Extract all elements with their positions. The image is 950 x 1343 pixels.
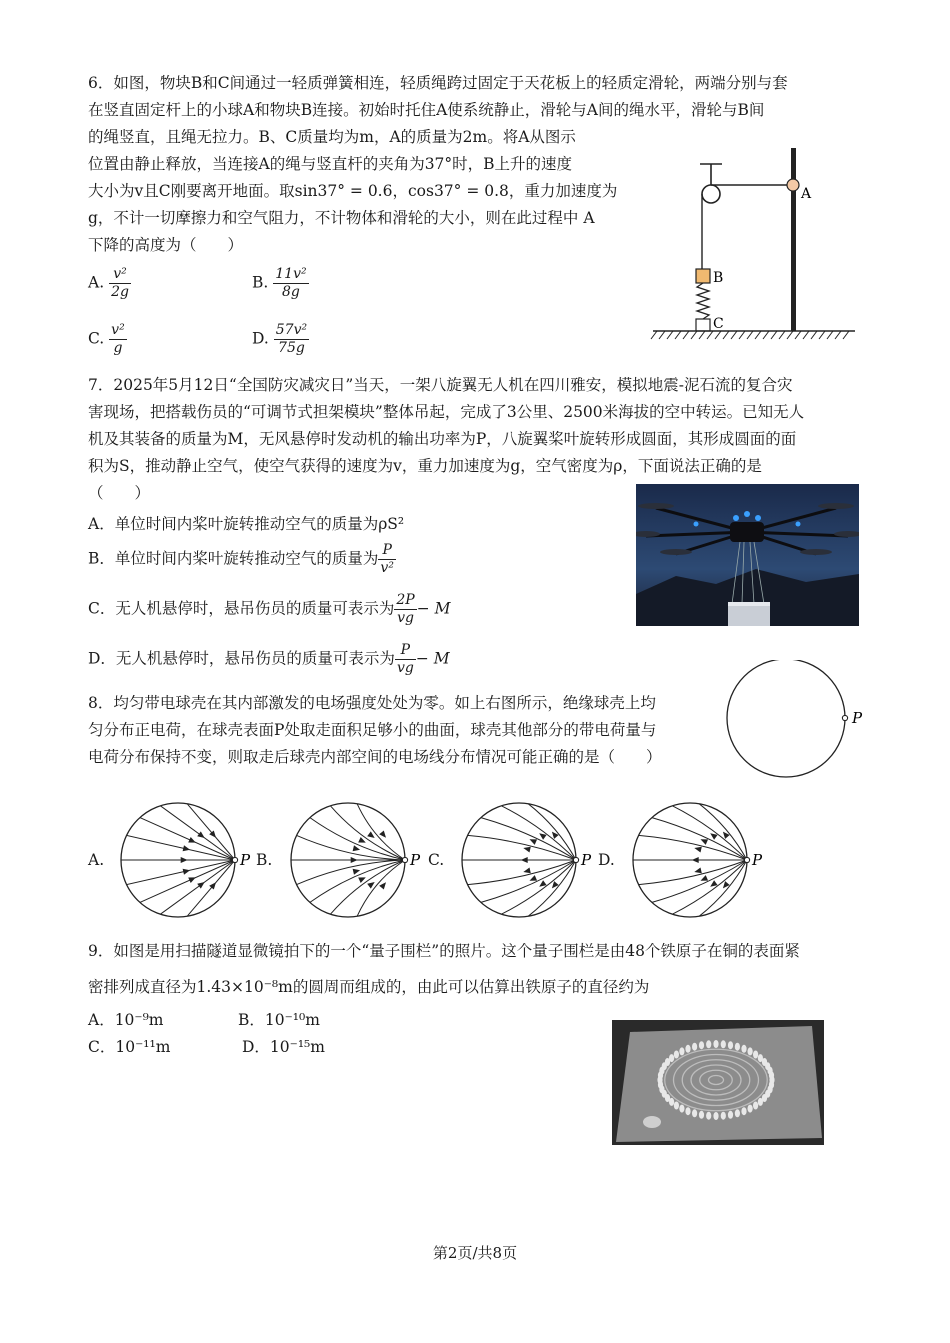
field-line [639, 860, 747, 885]
label-c: C [713, 316, 724, 332]
option-text: C．无人机悬停时，悬吊伤员的质量可表示为 [88, 599, 395, 618]
q7-option-a[interactable]: A．单位时间内桨叶旋转推动空气的质量为ρS² [88, 515, 405, 533]
field-line [501, 806, 576, 860]
field-arrow [358, 877, 366, 883]
field-line [672, 860, 747, 914]
q8-option-d-diagram[interactable] [630, 802, 780, 922]
point-p [573, 857, 578, 862]
quantum-corral-photo [612, 1020, 824, 1145]
label-b: B [713, 270, 724, 286]
point-p [232, 857, 237, 862]
field-arrow [181, 857, 188, 863]
q6-option-b[interactable] [252, 266, 309, 301]
field-line [639, 835, 747, 860]
field-line [140, 860, 235, 902]
q7-line-2: 害现场，把搭载伤员的“可调节式担架模块”整体吊起，完成了3公里、2500米海拔的空中转运。已知无人 [88, 403, 805, 421]
field-line [140, 818, 235, 860]
q7-line-1: 7．2025年5月12日“全国防灾减灾日”当天，一架八旋翼无人机在四川雅安，模拟地震-泥石流的复合灾 [88, 376, 793, 394]
point-p-label: P [410, 851, 421, 869]
q7-line-5: （ ） [88, 484, 151, 502]
option-label: D. [252, 329, 269, 348]
q6-option-a[interactable] [88, 266, 131, 301]
field-line [468, 835, 576, 860]
field-arrow [539, 880, 546, 887]
field-arrow [367, 831, 375, 838]
q9-option-d[interactable]: D．10⁻¹⁵m [242, 1038, 325, 1056]
q6-line-6: g，不计一切摩擦力和空气阻力，不计物体和滑轮的大小，则在此过程中 A [88, 209, 595, 227]
q6-option-c[interactable] [88, 322, 127, 357]
field-arrow [523, 868, 531, 874]
q7-option-c[interactable] [88, 592, 451, 627]
option-tail: − M [415, 649, 450, 668]
fraction: $\frac{\text{57v²}}{75g}$ [275, 322, 308, 356]
q8-option-b-label[interactable]: B. [256, 851, 273, 869]
point-p-label: P [240, 851, 251, 869]
pulley-spring-figure [645, 140, 860, 345]
field-arrow [197, 882, 205, 889]
field-arrow [197, 831, 205, 838]
q9-option-b[interactable]: B．10⁻¹⁰m [238, 1011, 320, 1029]
field-arrow [530, 839, 538, 845]
q8-line-1: 8．均匀带电球壳在其内部激发的电场强度处处为零。如上右图所示，绝缘球壳上均 [88, 694, 656, 712]
field-arrow [530, 875, 538, 881]
field-arrow [694, 868, 702, 874]
q8-option-a-diagram[interactable] [118, 802, 268, 922]
option-tail: − M [416, 599, 451, 618]
fraction: $\frac{\text{11v²}}{8g}$ [275, 266, 307, 300]
field-arrow [183, 869, 191, 875]
q9-line-2: 密排列成直径为1.43×10⁻⁸m的圆周而组成的，由此可以估算出铁原子的直径约为 [88, 978, 650, 996]
point-p-label: P [852, 709, 863, 727]
q8-option-d-label[interactable]: D. [598, 851, 615, 869]
drone-photo [636, 484, 859, 626]
q6-line-3: 的绳竖直，且绳无拉力。B、C质量均为m，A的质量为2m。将A从图示 [88, 128, 576, 146]
field-arrow [353, 845, 361, 851]
page-footer: 第2页/共8页 [432, 1244, 518, 1262]
option-label: B. [252, 273, 269, 292]
field-line [672, 806, 747, 860]
field-arrow [710, 833, 717, 840]
field-arrow [379, 831, 386, 838]
field-line [468, 860, 576, 885]
field-arrow [710, 880, 717, 887]
fraction: $\frac{\text{v²}}{g}$ [111, 322, 125, 356]
fraction: $\frac{P}{vg}$ [396, 642, 414, 676]
field-arrow [523, 847, 531, 853]
q6-line-1: 6．如图，物块B和C间通过一轻质弹簧相连，轻质绳跨过固定于天花板上的轻质定滑轮，两端分别与套 [88, 74, 788, 92]
field-line [501, 860, 576, 914]
field-arrow [701, 875, 709, 881]
q8-option-c-label[interactable]: C. [428, 851, 445, 869]
q6-line-7: 下降的高度为（ ） [88, 236, 244, 254]
q8-option-b-diagram[interactable] [288, 802, 438, 922]
q6-line-2: 在竖直固定杆上的小球A和物块B连接。初始时托住A使系统静止，滑轮与A间的绳水平，滑轮与B间 [88, 101, 765, 119]
field-arrow [694, 847, 702, 853]
field-arrow [521, 857, 528, 863]
q8-option-a-label[interactable]: A. [88, 851, 105, 869]
q9-option-a[interactable]: A．10⁻⁹m [88, 1011, 164, 1029]
q7-line-3: 机及其装备的质量为M，无风悬停时发动机的输出功率为P，八旋翼桨叶旋转形成圆面，其形成圆面的面 [88, 430, 797, 448]
field-arrow [539, 833, 546, 840]
field-arrow [353, 869, 361, 875]
q8-line-2: 匀分布正电荷，在球壳表面P处取走面积足够小的曲面，球壳其他部分的带电荷量与 [88, 721, 657, 739]
field-arrow [358, 837, 366, 843]
point-p-label: P [581, 851, 592, 869]
point-p-label: P [752, 851, 763, 869]
q7-line-4: 积为S，推动静止空气，使空气获得的速度为v，重力加速度为g，空气密度为ρ，下面说法正确的是 [88, 457, 762, 475]
option-label: A. [88, 273, 105, 292]
point-p [402, 857, 407, 862]
q8-option-c-diagram[interactable] [459, 802, 609, 922]
field-arrow [379, 882, 386, 889]
q9-option-c[interactable]: C．10⁻¹¹m [88, 1038, 171, 1056]
option-label: C. [88, 329, 105, 348]
label-a: A [801, 186, 812, 202]
q7-option-b[interactable] [88, 542, 396, 577]
q9-line-1: 9．如图是用扫描隧道显微镜拍下的一个“量子围栏”的照片。这个量子围栏是由48个铁原子在铜的表面紧 [88, 942, 800, 960]
field-arrow [692, 857, 699, 863]
fraction: $\frac{\text{v²}}{2g}$ [111, 266, 129, 300]
q6-option-d[interactable] [252, 322, 309, 357]
fraction: $\frac{P}{\text{v²}}$ [380, 542, 394, 576]
option-text: B．单位时间内桨叶旋转推动空气的质量为 [88, 549, 379, 568]
q6-line-5: 大小为v且C刚要离开地面。取sin37° = 0.6，cos37° = 0.8，重力加速度为 [88, 182, 618, 200]
field-arrow [367, 882, 375, 889]
field-arrow [701, 839, 709, 845]
field-arrow [183, 845, 191, 851]
field-arrow [351, 857, 358, 863]
q7-option-d[interactable] [88, 642, 450, 677]
charged-shell-figure [722, 660, 872, 780]
point-p [744, 857, 749, 862]
fraction: $\frac{2P}{vg}$ [396, 592, 415, 626]
q6-line-4: 位置由静止释放，当连接A的绳与竖直杆的夹角为37°时，B上升的速度 [88, 155, 573, 173]
q8-line-3: 电荷分布保持不变，则取走后球壳内部空间的电场线分布情况可能正确的是（ ） [88, 748, 662, 766]
option-text: D．无人机悬停时，悬吊伤员的质量可表示为 [88, 649, 395, 668]
